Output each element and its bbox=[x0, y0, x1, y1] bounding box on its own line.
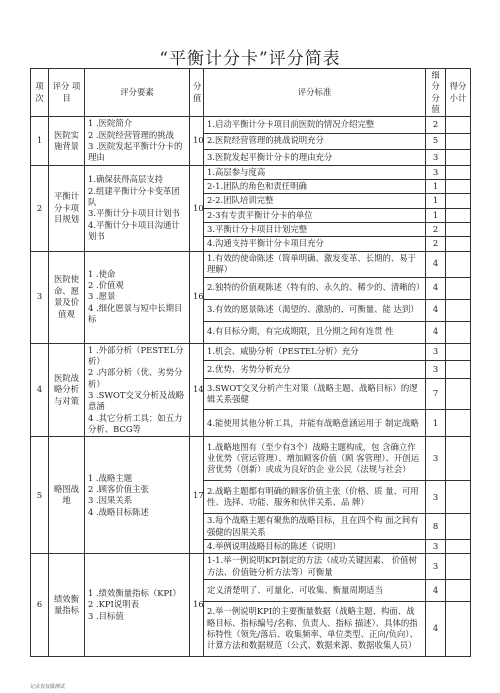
standard-text: 2-2.团队培训完整 bbox=[204, 194, 426, 208]
requirement-line: 2 .价值观 bbox=[88, 280, 124, 291]
subtotal-cell[interactable] bbox=[446, 133, 471, 149]
standard-text: 2.独特的价值观陈述（特有的、永久的、稀少的、清晰的） bbox=[204, 277, 426, 299]
requirement-line: 4 .其它分析工具：如五力分析、BCG等 bbox=[88, 412, 183, 434]
detail-score: 1 bbox=[426, 180, 446, 194]
detail-score: 4 bbox=[426, 277, 446, 299]
item-score: 10 bbox=[190, 165, 204, 251]
subtotal-cell[interactable] bbox=[446, 165, 471, 179]
standard-text: 2.战略主题都有明确的顾客价值主张（价格、质 量、可用性、选择、功能、服务和伙伴关系、品 牌） bbox=[204, 481, 426, 514]
subtotal-cell[interactable] bbox=[446, 539, 471, 553]
requirement-line: 2 .医院经营管理的挑战 bbox=[88, 129, 175, 140]
item-number: 2 bbox=[31, 165, 49, 251]
subtotal-cell[interactable] bbox=[446, 321, 471, 343]
requirement-line: 2 .顾客价值主张 bbox=[88, 483, 149, 494]
subtotal-cell[interactable] bbox=[446, 223, 471, 237]
detail-score: 3 bbox=[426, 343, 446, 361]
subtotal-cell[interactable] bbox=[446, 554, 471, 580]
item-score: 17 bbox=[190, 437, 204, 554]
header-subtotal: 得分小计 bbox=[446, 69, 471, 117]
standard-text: 3.每个战略主题有聚焦的战略目标，且在四个构 面之间有强健的因果关系 bbox=[204, 514, 426, 540]
subtotal-cell[interactable] bbox=[446, 437, 471, 481]
item-score: 16 bbox=[190, 251, 204, 343]
detail-score: 4 bbox=[426, 579, 446, 601]
standard-text: 4.举例说明战略目标的陈述（说明） bbox=[204, 539, 426, 553]
footer-note: 记录表仅做测试 bbox=[30, 684, 66, 690]
detail-score: 4 bbox=[426, 299, 446, 321]
table-row bbox=[31, 343, 471, 361]
standard-text: 1-1.举一例说明KPI制定的方法（成功关键因素、 价值树方法、价值链分析方法等）可衡量 bbox=[204, 554, 426, 580]
detail-score: 5 bbox=[426, 133, 446, 149]
detail-score: 3 bbox=[426, 149, 446, 165]
standard-text: 2.优势、劣势分析充分 bbox=[204, 361, 426, 379]
requirement-line: 1 .外部分析（PESTEL分析） bbox=[88, 344, 184, 366]
item-name: 平衡计分卡项目规划 bbox=[49, 165, 85, 251]
item-score: 10 bbox=[190, 117, 204, 165]
table-body bbox=[31, 117, 471, 657]
subtotal-cell[interactable] bbox=[446, 251, 471, 277]
detail-score: 4 bbox=[426, 321, 446, 343]
standard-text: 1.战略地图有（至少有3个）战略主题构成，包 含确立作业优势（营运管理）、增加顾客价值（顾 客管理）、开创运营优势（创新）或成为良好的企 业公民（法规与社会） bbox=[204, 437, 426, 481]
detail-score: 3 bbox=[426, 165, 446, 179]
standard-text: 2-1.团队的角色和责任明确 bbox=[204, 180, 426, 194]
requirement-line: 1 .战略主题 bbox=[88, 472, 133, 483]
standard-text: 3.医院发起平衡计分卡的理由充分 bbox=[204, 149, 426, 165]
requirement-line: 1 .使命 bbox=[88, 268, 116, 279]
item-name: 医院战略分析与对策 bbox=[49, 343, 85, 437]
requirement-line: 3 .因果关系 bbox=[88, 495, 133, 506]
standard-text: 1.启动平衡计分卡项目前医院的情况介绍完整 bbox=[204, 117, 426, 133]
item-number: 3 bbox=[31, 251, 49, 343]
subtotal-cell[interactable] bbox=[446, 361, 471, 379]
subtotal-cell[interactable] bbox=[446, 601, 471, 656]
detail-score: 3 bbox=[426, 481, 446, 514]
subtotal-cell[interactable] bbox=[446, 514, 471, 540]
requirement-line: 3 .目标值 bbox=[88, 610, 124, 621]
requirement-line: 2.组建平衡计分卡变革团队 bbox=[88, 185, 180, 207]
requirement-line: 3 .医院发起平衡计分卡的理由 bbox=[88, 141, 183, 163]
detail-score: 1 bbox=[426, 208, 446, 222]
header-standards: 评分标准 bbox=[204, 69, 426, 117]
detail-score: 3 bbox=[426, 554, 446, 580]
subtotal-cell[interactable] bbox=[446, 180, 471, 194]
requirement-line: 4 .细化愿景与短中长期目标 bbox=[88, 302, 183, 325]
subtotal-cell[interactable] bbox=[446, 194, 471, 208]
requirements-cell bbox=[85, 554, 190, 657]
item-score: 14 bbox=[190, 343, 204, 437]
standard-text: 4.沟通支持平衡计分卡项目充分 bbox=[204, 237, 426, 251]
detail-score: 2 bbox=[426, 117, 446, 133]
table-row bbox=[31, 165, 471, 179]
detail-score: 3 bbox=[426, 437, 446, 481]
detail-score: 3 bbox=[426, 361, 446, 379]
standard-text: 3.SWOT交叉分析产生对策（战略主题、战略目标）的逻辑关系强健 bbox=[204, 378, 426, 410]
subtotal-cell[interactable] bbox=[446, 117, 471, 133]
standard-text: 2-3有专责平衡计分卡的单位 bbox=[204, 208, 426, 222]
subtotal-cell[interactable] bbox=[446, 410, 471, 437]
item-name: 医院使命、愿景及价值观 bbox=[49, 251, 85, 343]
table-row bbox=[31, 554, 471, 580]
header-item-no: 项次 bbox=[31, 69, 49, 117]
header-row bbox=[31, 69, 471, 117]
subtotal-cell[interactable] bbox=[446, 149, 471, 165]
requirement-line: 2 .KPI说明表 bbox=[88, 599, 139, 610]
table-row bbox=[31, 437, 471, 481]
requirements-cell bbox=[85, 437, 190, 554]
requirement-line: 4 .战略目标陈述 bbox=[88, 506, 149, 517]
standard-text: 4.能使用其他分析工具，并能有战略意涵运用于 制定战略 bbox=[204, 410, 426, 437]
detail-score: 8 bbox=[426, 514, 446, 540]
requirement-line: 3 .SWOT交叉分析及战略意涵 bbox=[88, 389, 185, 412]
standard-text: 定义清楚明了、可量化、可收集、衡量周期适当 bbox=[204, 579, 426, 601]
standard-text: 3.有效的愿景陈述（渴望的、激励的、可衡量、能 达到） bbox=[204, 299, 426, 321]
item-name: 略图战地 bbox=[49, 437, 85, 554]
subtotal-cell[interactable] bbox=[446, 208, 471, 222]
detail-score: 7 bbox=[426, 378, 446, 410]
header-item: 评分 项目 bbox=[49, 69, 85, 117]
requirements-cell bbox=[85, 343, 190, 437]
item-name: 绩效衡量指标 bbox=[49, 554, 85, 657]
subtotal-cell[interactable] bbox=[446, 277, 471, 299]
requirement-line: 1.确保获得高层支持 bbox=[88, 174, 163, 185]
requirement-line: 2 .内部分析（优、劣势分析） bbox=[88, 367, 183, 389]
subtotal-cell[interactable] bbox=[446, 579, 471, 601]
standard-text: 3.平衡计分卡项目计划完整 bbox=[204, 223, 426, 237]
requirements-cell bbox=[85, 251, 190, 343]
detail-score: 3 bbox=[426, 539, 446, 553]
item-number: 1 bbox=[31, 117, 49, 165]
item-score: 16 bbox=[190, 554, 204, 657]
requirements-cell bbox=[85, 165, 190, 251]
item-number: 6 bbox=[31, 554, 49, 657]
table-row bbox=[31, 251, 471, 277]
requirement-line: 4.平衡计分卡项目沟通计划书 bbox=[88, 219, 180, 241]
item-number: 5 bbox=[31, 437, 49, 554]
standard-text: 1.机会、威胁分析（PESTEL分析）充分 bbox=[204, 343, 426, 361]
detail-score: 4 bbox=[426, 601, 446, 656]
header-requirements: 评分要素 bbox=[85, 69, 190, 117]
subtotal-cell[interactable] bbox=[446, 237, 471, 251]
header-detail-score: 细分分值 bbox=[426, 69, 446, 117]
detail-score: 1 bbox=[426, 410, 446, 437]
requirement-line: 1 .医院简介 bbox=[88, 118, 133, 129]
page-title: “平衡计分卡”评分简表 bbox=[159, 49, 341, 69]
detail-score: 1 bbox=[426, 194, 446, 208]
standard-text: 1.有效的使命陈述（简单明确、激发变革、长期的、易于理解） bbox=[204, 251, 426, 277]
requirement-line: 3.平衡计分卡项目计划书 bbox=[88, 208, 180, 219]
item-name: 医院实施背景 bbox=[49, 117, 85, 165]
subtotal-cell[interactable] bbox=[446, 343, 471, 361]
subtotal-cell[interactable] bbox=[446, 378, 471, 410]
requirement-line: 1 .绩效衡量指标（KPI） bbox=[88, 588, 181, 599]
subtotal-cell[interactable] bbox=[446, 299, 471, 321]
standard-text: 2.医院经营管理的挑战说明充分 bbox=[204, 133, 426, 149]
requirement-line: 3 .愿景 bbox=[88, 291, 116, 302]
requirements-cell bbox=[85, 117, 190, 165]
score-table bbox=[30, 68, 471, 657]
detail-score: 2 bbox=[426, 237, 446, 251]
table-row bbox=[31, 117, 471, 133]
standard-text: 2.举一例说明KPI的主要衡量数据（战略主题、构面、战略目标、指标编号/名称、负责人、指标 描述）、具体的指标特性（领先/落后、收集频率、单位类型、正向/负向）、计算方法和数据规范（公式、数据来源、数据收集人员） bbox=[204, 601, 426, 656]
subtotal-cell[interactable] bbox=[446, 481, 471, 514]
standard-text: 4.有目标分期，有完成期限，且分期之间有连贯 性 bbox=[204, 321, 426, 343]
item-number: 4 bbox=[31, 343, 49, 437]
header-score: 分值 bbox=[190, 69, 204, 117]
standard-text: 1.高层参与度高 bbox=[204, 165, 426, 179]
detail-score: 2 bbox=[426, 223, 446, 237]
detail-score: 4 bbox=[426, 251, 446, 277]
